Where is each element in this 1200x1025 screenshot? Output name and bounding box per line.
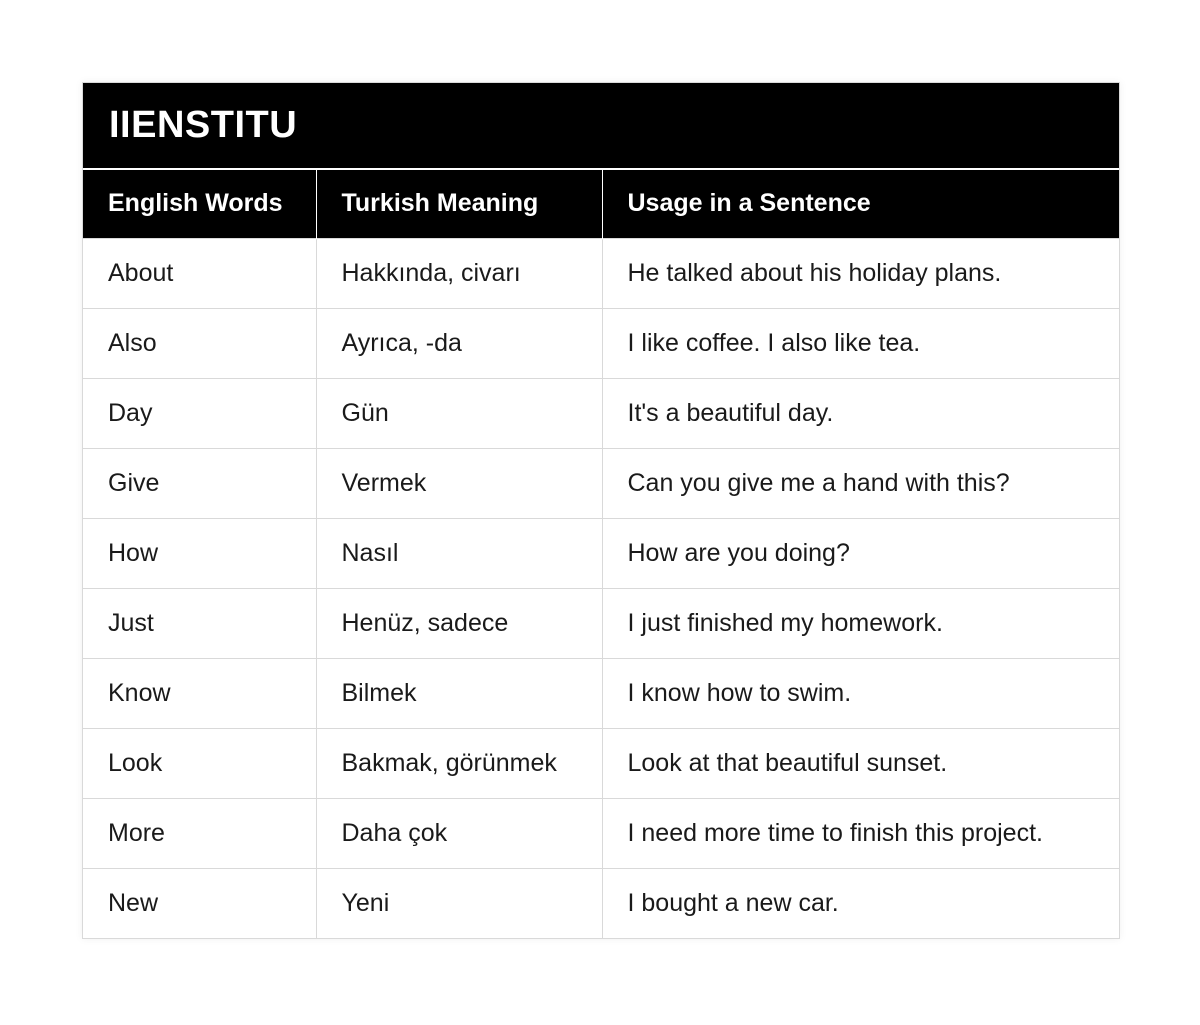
table-row	[83, 238, 1119, 308]
table-row	[83, 728, 1119, 798]
turkish-meaning-cell: Yeni	[316, 868, 602, 938]
english-word-cell: Know	[83, 658, 316, 728]
turkish-meaning-cell: Henüz, sadece	[316, 588, 602, 658]
table-row	[83, 868, 1119, 938]
usage-sentence-cell: It's a beautiful day.	[602, 378, 1119, 448]
brand-header	[83, 83, 1119, 170]
turkish-meaning-cell: Nasıl	[316, 518, 602, 588]
usage-sentence-cell: He talked about his holiday plans.	[602, 238, 1119, 308]
usage-sentence-cell: I need more time to finish this project.	[602, 798, 1119, 868]
table-row	[83, 378, 1119, 448]
usage-sentence-cell: I like coffee. I also like tea.	[602, 308, 1119, 378]
english-word-cell: Give	[83, 448, 316, 518]
usage-sentence-cell: I just finished my homework.	[602, 588, 1119, 658]
turkish-meaning-cell: Bilmek	[316, 658, 602, 728]
vocabulary-table	[83, 170, 1119, 938]
turkish-meaning-cell: Vermek	[316, 448, 602, 518]
english-word-cell: Just	[83, 588, 316, 658]
vocabulary-table-card	[82, 82, 1120, 939]
turkish-meaning-cell: Hakkında, civarı	[316, 238, 602, 308]
table-row	[83, 588, 1119, 658]
english-word-cell: More	[83, 798, 316, 868]
english-word-cell: About	[83, 238, 316, 308]
table-row	[83, 448, 1119, 518]
turkish-meaning-cell: Daha çok	[316, 798, 602, 868]
column-header-turkish: Turkish Meaning	[316, 170, 602, 238]
usage-sentence-cell: I bought a new car.	[602, 868, 1119, 938]
column-header-usage: Usage in a Sentence	[602, 170, 1119, 238]
english-word-cell: Look	[83, 728, 316, 798]
turkish-meaning-cell: Ayrıca, -da	[316, 308, 602, 378]
brand-title: IIENSTITU	[109, 104, 298, 146]
turkish-meaning-cell: Gün	[316, 378, 602, 448]
table-row	[83, 308, 1119, 378]
table-header-row	[83, 170, 1119, 238]
usage-sentence-cell: Look at that beautiful sunset.	[602, 728, 1119, 798]
english-word-cell: How	[83, 518, 316, 588]
usage-sentence-cell: I know how to swim.	[602, 658, 1119, 728]
english-word-cell: New	[83, 868, 316, 938]
usage-sentence-cell: Can you give me a hand with this?	[602, 448, 1119, 518]
table-row	[83, 798, 1119, 868]
english-word-cell: Also	[83, 308, 316, 378]
table-row	[83, 658, 1119, 728]
table-row	[83, 518, 1119, 588]
column-header-english: English Words	[83, 170, 316, 238]
usage-sentence-cell: How are you doing?	[602, 518, 1119, 588]
english-word-cell: Day	[83, 378, 316, 448]
turkish-meaning-cell: Bakmak, görünmek	[316, 728, 602, 798]
